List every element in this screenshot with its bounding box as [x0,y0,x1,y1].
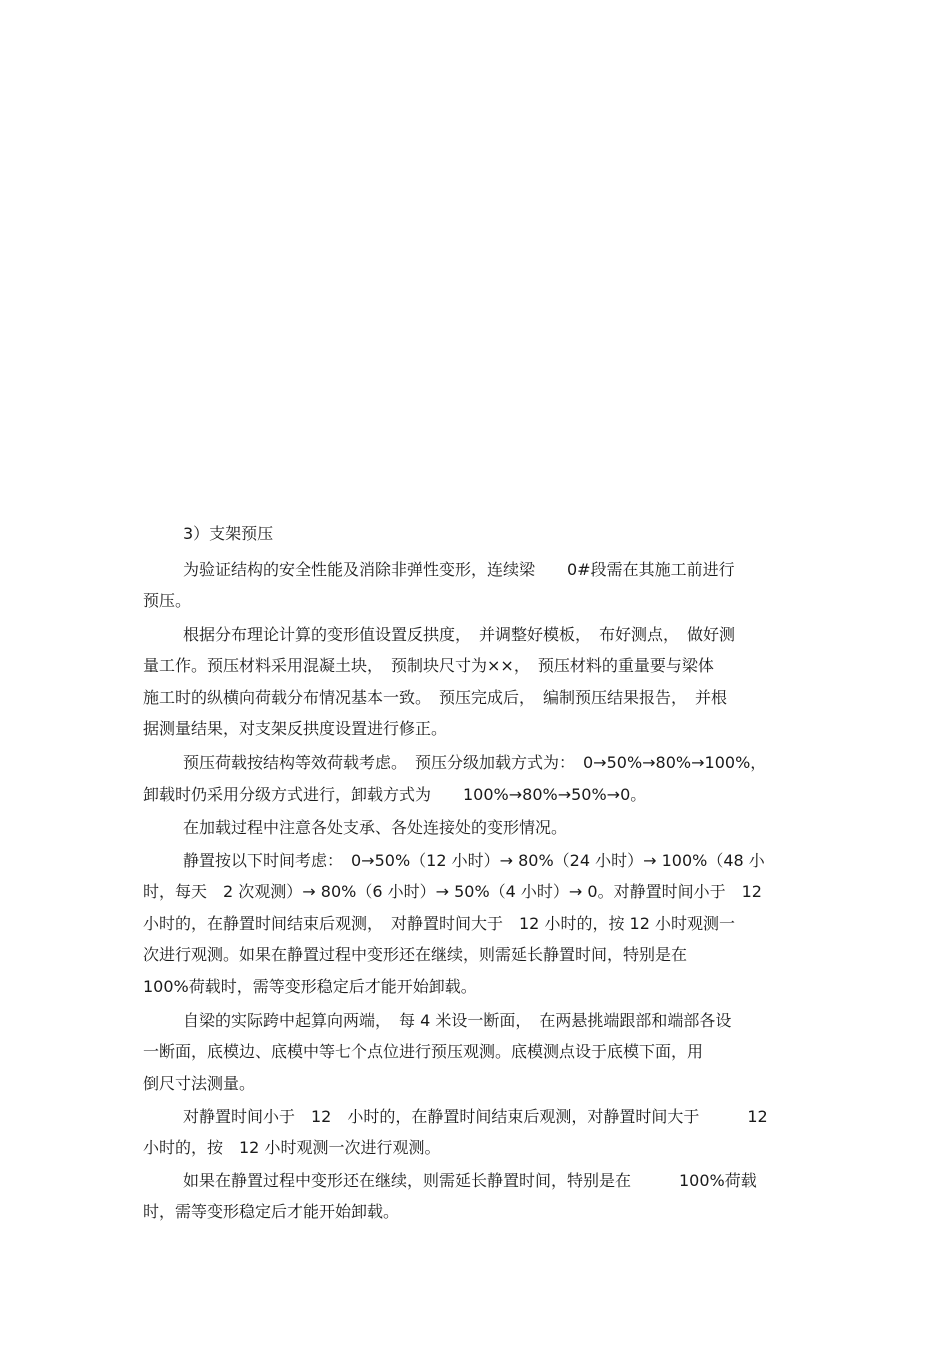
paragraph-line: 对静置时间小于 12 小时的，在静置时间结束后观测，对静置时间大于 12 [183,1107,768,1126]
paragraph-line: 100%荷载时，需等变形稳定后才能开始卸载。 [143,977,477,996]
paragraph-line: 如果在静置过程中变形还在继续，则需延长静置时间，特别是在 100%荷载 [183,1171,757,1190]
paragraph-line: 据测量结果，对支架反拱度设置进行修正。 [143,719,448,738]
paragraph-line: 量工作。预压材料采用混凝土块， 预制块尺寸为××， 预压材料的重量要与梁体 [143,656,714,675]
paragraph-line: 卸载时仍采用分级方式进行，卸载方式为 100%→80%→50%→0。 [143,785,647,804]
paragraph-line: 时，每天 2 次观测）→ 80%（6 小时）→ 50%（4 小时）→ 0。对静置时间小于 12 [143,882,762,901]
paragraph-line: 次进行观测。如果在静置过程中变形还在继续，则需延长静置时间，特别是在 [143,945,688,964]
paragraph-line: 小时的，在静置时间结束后观测， 对静置时间大于 12 小时的，按 12 小时观测一 [143,914,735,933]
paragraph-line: 预压。 [143,591,192,610]
paragraph-line: 在加载过程中注意各处支承、各处连接处的变形情况。 [183,818,568,837]
paragraph-line: 倒尺寸法测量。 [143,1074,256,1093]
paragraph-line: 静置按以下时间考虑： 0→50%（12 小时）→ 80%（24 小时）→ 100%（48 小 [183,851,765,870]
paragraph-line: 一断面，底模边、底模中等七个点位进行预压观测。底模测点设于底模下面，用 [143,1042,704,1061]
paragraph-line: 小时的，按 12 小时观测一次进行观测。 [143,1138,441,1157]
paragraph-line: 施工时的纵横向荷载分布情况基本一致。 预压完成后， 编制预压结果报告， 并根 [143,688,728,707]
paragraph-line: 为验证结构的安全性能及消除非弹性变形，连续梁 0#段需在其施工前进行 [183,560,735,579]
paragraph-line: 时，需等变形稳定后才能开始卸载。 [143,1202,400,1221]
section-heading: 3）支架预压 [183,524,274,543]
paragraph-line: 根据分布理论计算的变形值设置反拱度， 并调整好模板， 布好测点， 做好测 [183,625,736,644]
paragraph-line: 自梁的实际跨中起算向两端， 每 4 米设一断面， 在两悬挑端跟部和端部各设 [183,1011,732,1030]
paragraph-line: 预压荷载按结构等效荷载考虑。 预压分级加载方式为： 0→50%→80%→100%， [183,753,767,772]
